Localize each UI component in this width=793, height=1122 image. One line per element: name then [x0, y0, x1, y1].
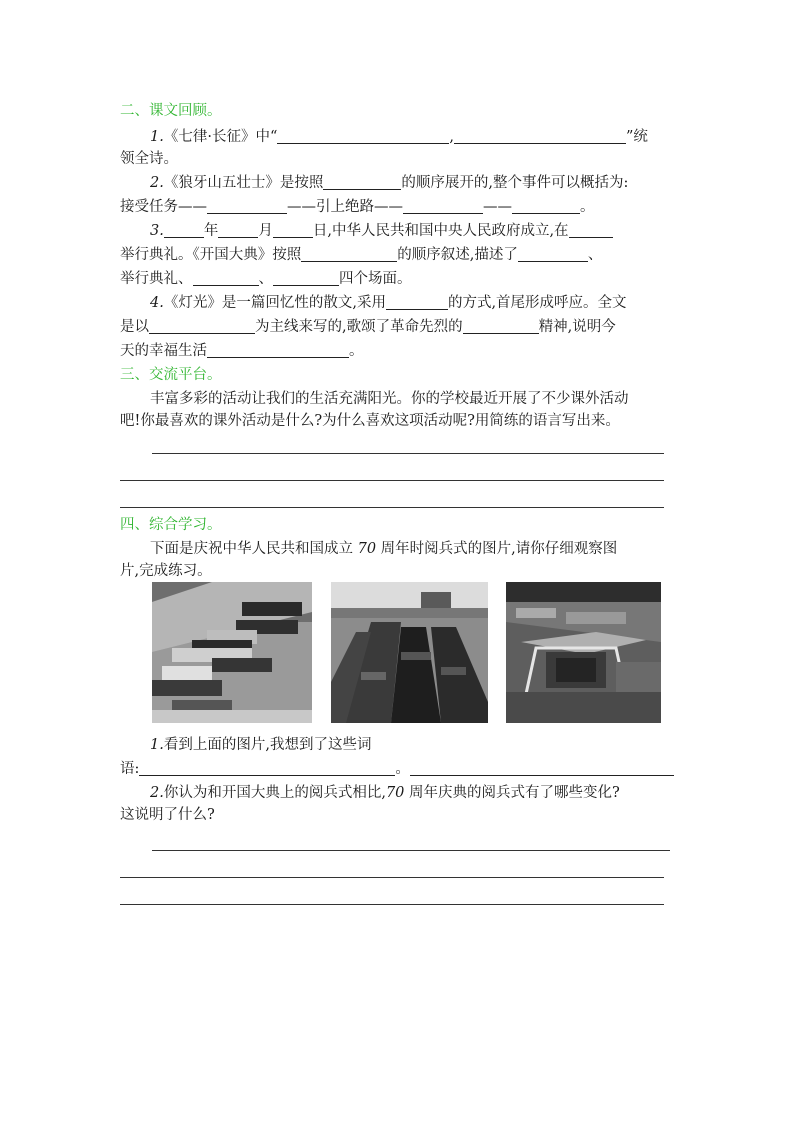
answer-blank[interactable]: [193, 270, 259, 286]
answer-blank[interactable]: [386, 294, 448, 310]
section-2-heading: 二、课文回顾。: [120, 103, 222, 119]
answer-blank[interactable]: [207, 198, 287, 214]
writing-line[interactable]: [120, 904, 664, 905]
answer-blank[interactable]: [323, 174, 401, 190]
question-2-4-line-2: 是以 为主线来写的,歌颂了革命先烈的 精神,说明今: [120, 319, 616, 335]
answer-blank[interactable]: [273, 270, 339, 286]
tiananmen-square-photo: [506, 582, 661, 723]
section-4-heading: 四、综合学习。: [120, 517, 222, 533]
answer-blank[interactable]: [149, 318, 255, 334]
question-4-2-line-2: 这说明了什么?: [120, 807, 215, 823]
question-2-3-line-1: 3. 年 月 日,中华人民共和国中央人民政府成立,在: [150, 220, 613, 242]
question-2-1-line-2: 领全诗。: [120, 151, 178, 167]
question-2-2-line-2: 接受任务—— ——引上绝路—— —— 。: [120, 199, 595, 215]
answer-blank[interactable]: [569, 222, 613, 238]
answer-blank[interactable]: [454, 128, 626, 144]
question-2-4-line-1: 4.《灯光》是一篇回忆性的散文,采用 的方式,首尾形成呼应。全文: [150, 295, 627, 311]
section-4-prompt-line-2: 片,完成练习。: [120, 563, 212, 579]
question-2-3-line-2: 举行典礼。《开国大典》按照 的顺序叙述,描述了 、: [120, 247, 603, 263]
writing-line[interactable]: [120, 480, 664, 481]
answer-blank[interactable]: [410, 760, 674, 776]
question-4-2-line-1: 2.你认为和开国大典上的阅兵式相比,70 周年庆典的阅兵式有了哪些变化?: [150, 785, 620, 801]
writing-line[interactable]: [120, 507, 664, 508]
question-2-1-line-1: 1.《七律·长征》中“ , ”统: [150, 129, 648, 145]
answer-blank[interactable]: [463, 318, 539, 334]
answer-blank[interactable]: [207, 342, 349, 358]
answer-blank[interactable]: [164, 222, 204, 238]
writing-line[interactable]: [120, 877, 664, 878]
question-2-3-line-3: 举行典礼、 、 四个场面。: [120, 271, 412, 287]
question-2-2-line-1: 2.《狼牙山五壮士》是按照 的顺序展开的,整个事件可以概括为:: [150, 175, 629, 191]
question-4-1-line-2: 语: 。: [120, 758, 674, 780]
answer-blank[interactable]: [518, 246, 588, 262]
section-3-prompt-line-1: 丰富多彩的活动让我们的生活充满阳光。你的学校最近开展了不少课外活动: [150, 391, 629, 407]
armored-vehicles-photo: [331, 582, 488, 723]
question-4-1-line-1: 1.看到上面的图片,我想到了这些词: [150, 737, 372, 753]
answer-blank[interactable]: [403, 198, 483, 214]
parade-formation-photo: [152, 582, 312, 723]
answer-blank[interactable]: [301, 246, 397, 262]
answer-blank[interactable]: [512, 198, 580, 214]
answer-blank[interactable]: [218, 222, 258, 238]
answer-blank[interactable]: [273, 222, 313, 238]
question-2-4-line-3: 天的幸福生活 。: [120, 343, 364, 359]
section-4-prompt-line-1: 下面是庆祝中华人民共和国成立 70 周年时阅兵式的图片,请你仔细观察图: [150, 541, 618, 557]
answer-blank[interactable]: [139, 760, 395, 776]
writing-line[interactable]: [152, 850, 670, 851]
writing-line[interactable]: [152, 453, 664, 454]
answer-blank[interactable]: [277, 128, 449, 144]
section-3-heading: 三、交流平台。: [120, 367, 222, 383]
section-3-prompt-line-2: 吧!你最喜欢的课外活动是什么?为什么喜欢这项活动呢?用简练的语言写出来。: [120, 413, 620, 429]
